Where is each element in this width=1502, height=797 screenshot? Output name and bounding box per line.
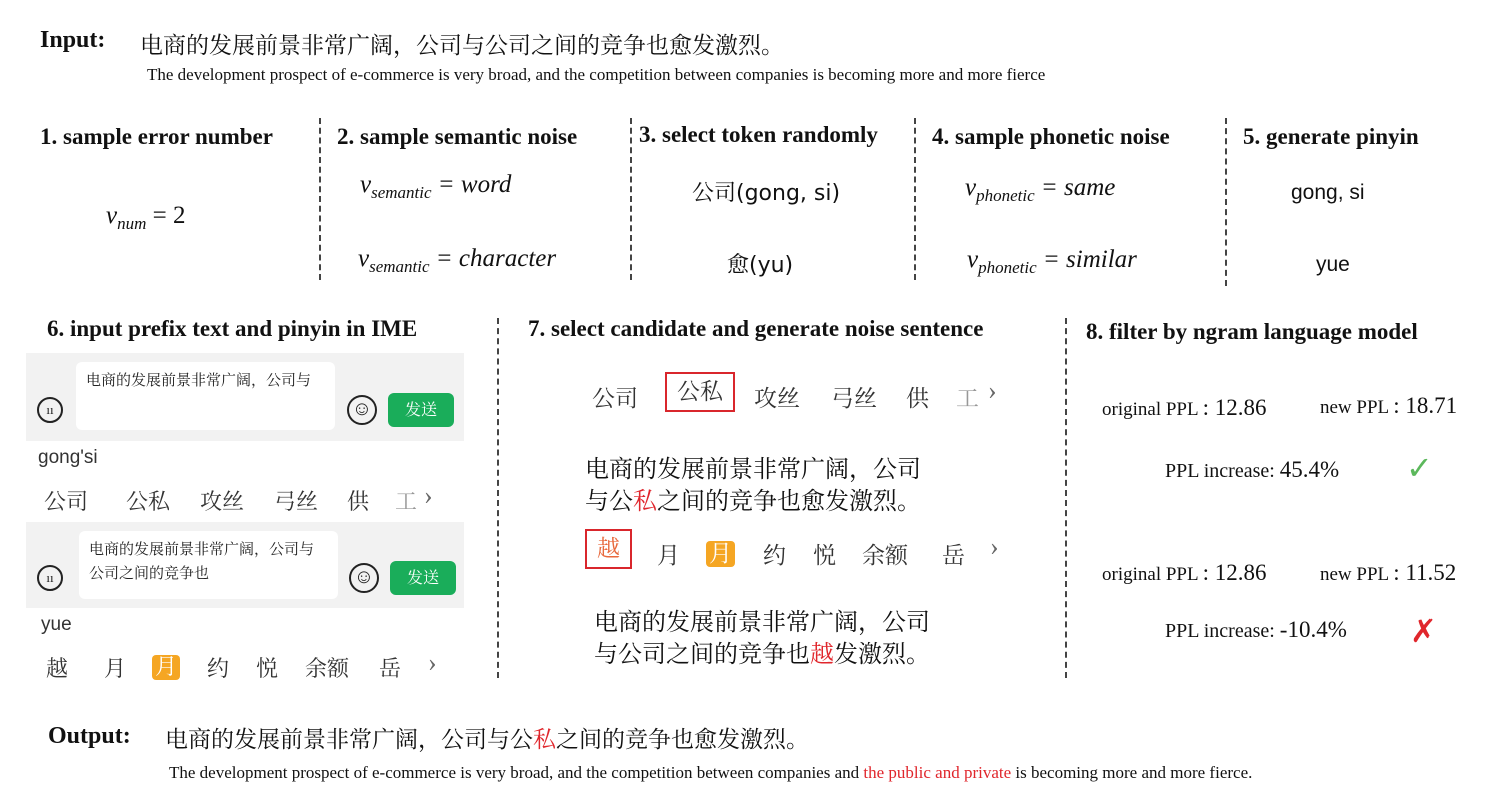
step3-token-1: 公司(gong, si): [692, 181, 841, 206]
s7-candidate[interactable]: 余额: [862, 543, 908, 569]
step2-rhs-character: = character: [435, 245, 557, 272]
step4-rhs-same: = same: [1040, 174, 1116, 201]
chevron-right-icon[interactable]: ›: [990, 532, 999, 561]
voice-input-icon[interactable]: ıı: [37, 397, 63, 423]
output-sentence-en: [169, 763, 1252, 783]
s7-candidate[interactable]: 供: [906, 386, 929, 412]
s7-s2-error: 越: [810, 640, 834, 668]
s7-noise-sentence-2-line2: [594, 634, 930, 669]
s8-new-value: : 18.71: [1393, 393, 1458, 418]
ime-pinyin-1: gong'si: [38, 447, 98, 468]
s7-candidate[interactable]: 悦: [813, 543, 836, 569]
ime-text-bubble-1[interactable]: 电商的发展前景非常广阔，公司与: [76, 362, 335, 430]
s7-candidate[interactable]: 工: [956, 386, 979, 412]
step4-var: v: [967, 246, 979, 273]
s7-candidate-chosen[interactable]: [585, 529, 632, 569]
ime-text-bubble-2[interactable]: 电商的发展前景非常广阔，公司与公司之间的竞争也: [79, 531, 338, 599]
s8-inc-value: -10.4%: [1279, 617, 1347, 642]
step4-var: v: [965, 174, 977, 201]
step2-formula-word: [360, 171, 511, 203]
s8-inc-label: PPL increase:: [1165, 460, 1275, 482]
ime-candidate[interactable]: 悦: [256, 657, 279, 682]
s8-orig-label: original PPL: [1102, 399, 1198, 420]
output-zh-post: 之间的竞争也愈发激烈。: [556, 727, 809, 753]
s8-new-label: new PPL: [1320, 397, 1389, 418]
s7-candidate[interactable]: 弓丝: [831, 386, 877, 412]
step1-formula: [106, 202, 186, 234]
divider-5: [497, 318, 499, 678]
s7-noise-sentence-1-line1: 电商的发展前景非常广阔，公司: [585, 455, 921, 483]
s7-s1-pre: 与公: [585, 487, 633, 515]
s7-noise-sentence-1-line2: [585, 481, 921, 516]
ime-candidate[interactable]: 攻丝: [200, 490, 245, 515]
s8-orig-value: : 12.86: [1202, 395, 1267, 420]
step4-title: 4. sample phonetic noise: [932, 124, 1170, 149]
step1-sub: num: [117, 214, 147, 233]
s8-row2-new: [1320, 560, 1456, 586]
ime-candidate[interactable]: 月: [104, 657, 127, 682]
step4-sub: phonetic: [976, 186, 1035, 205]
step5-title: 5. generate pinyin: [1243, 124, 1419, 149]
s8-new-label: new PPL: [1320, 564, 1389, 585]
s7-candidate[interactable]: 约: [763, 543, 786, 569]
s7-s1-post: 之间的竞争也愈发激烈。: [657, 487, 921, 515]
step2-title: 2. sample semantic noise: [337, 124, 578, 149]
s7-s1-error: 私: [633, 487, 657, 515]
ime-candidate[interactable]: 弓丝: [274, 490, 319, 515]
step6-title: 6. input prefix text and pinyin in IME: [47, 316, 418, 341]
step4-formula-same: [965, 174, 1115, 206]
step4-sub: phonetic: [978, 258, 1037, 277]
chevron-right-icon[interactable]: ›: [988, 376, 997, 405]
s8-row2-increase: [1165, 617, 1347, 643]
s8-row1-new: [1320, 393, 1457, 419]
output-zh-pre: 电商的发展前景非常广阔，公司与公: [165, 727, 533, 753]
cross-icon: ✗: [1410, 612, 1437, 650]
check-icon: ✓: [1406, 449, 1433, 487]
step7-title: 7. select candidate and generate noise sentence: [528, 316, 984, 341]
output-en-error: the public and private: [863, 763, 1012, 782]
output-sentence-zh: [165, 721, 809, 754]
step2-var: v: [358, 245, 370, 272]
s7-s2-post: 发激烈。: [834, 640, 930, 668]
chevron-right-icon[interactable]: ›: [428, 648, 437, 677]
s8-row2-original: [1102, 560, 1267, 586]
step2-var: v: [360, 171, 372, 198]
s7-s2-pre: 与公司之间的竞争也: [594, 640, 810, 668]
voice-input-icon[interactable]: ıı: [37, 565, 63, 591]
send-button[interactable]: 发送: [388, 393, 454, 427]
input-sentence-en: The development prospect of e-commerce is very broad, and the competition between companies is becoming more and more fierce: [147, 65, 1046, 84]
s8-row1-increase: [1165, 457, 1339, 483]
ime-candidate[interactable]: 公私: [126, 490, 171, 515]
s8-new-value: : 11.52: [1393, 560, 1457, 585]
output-label: Output:: [48, 723, 131, 749]
s8-inc-label: PPL increase:: [1165, 620, 1275, 642]
s7-candidate-chosen[interactable]: [665, 372, 735, 412]
s7-candidate-chosen-label-2: 越: [585, 529, 632, 569]
divider-4: [1225, 118, 1227, 286]
emoji-icon[interactable]: ☺: [349, 563, 379, 593]
s7-candidate[interactable]: 岳: [942, 543, 965, 569]
output-en-post: is becoming more and more fierce.: [1011, 763, 1253, 782]
step5-pinyin-1: gong, si: [1291, 181, 1365, 204]
ime-candidate-highlight[interactable]: [152, 650, 180, 681]
step4-rhs-similar: = similar: [1042, 246, 1137, 273]
step1-rhs: = 2: [152, 202, 186, 229]
step1-var: v: [106, 202, 118, 229]
ime-candidate-selected[interactable]: 越: [46, 657, 69, 682]
divider-6: [1065, 318, 1067, 678]
ime-candidate[interactable]: 约: [207, 657, 230, 682]
divider-3: [914, 118, 916, 280]
step5-pinyin-2: yue: [1316, 253, 1350, 276]
s7-noise-sentence-2-line1: 电商的发展前景非常广阔，公司: [594, 608, 930, 636]
s7-candidate-highlight-label: 月: [706, 541, 735, 567]
ime-candidate[interactable]: 岳: [379, 657, 402, 682]
step2-rhs-word: = word: [437, 171, 512, 198]
step4-formula-similar: [967, 246, 1137, 278]
send-button[interactable]: 发送: [390, 561, 456, 595]
output-zh-error: 私: [533, 727, 556, 753]
step2-sub: semantic: [369, 257, 430, 276]
ime-candidate-highlight-label: 月: [152, 655, 180, 680]
step3-title: 3. select token randomly: [639, 122, 878, 147]
step3-token-2: 愈(yu): [727, 253, 794, 278]
ime-candidate[interactable]: 工: [395, 490, 418, 515]
output-en-pre: The development prospect of e-commerce is very broad, and the competition between companies and: [169, 763, 864, 782]
ime-candidate-selected[interactable]: 公司: [44, 490, 89, 515]
divider-2: [630, 118, 632, 280]
s7-candidate[interactable]: 攻丝: [754, 386, 800, 412]
ime-candidate[interactable]: 余额: [305, 657, 350, 682]
s7-candidate-chosen-label: 公私: [665, 372, 735, 412]
chevron-right-icon[interactable]: ›: [424, 481, 433, 510]
step8-title: 8. filter by ngram language model: [1086, 319, 1418, 344]
step2-sub: semantic: [371, 183, 432, 202]
ime-candidate[interactable]: 供: [347, 490, 370, 515]
s7-candidate[interactable]: 月: [657, 543, 680, 569]
s8-row1-original: [1102, 395, 1267, 421]
step1-title: 1. sample error number: [40, 124, 273, 149]
s8-orig-value: : 12.86: [1202, 560, 1267, 585]
s8-orig-label: original PPL: [1102, 564, 1198, 585]
divider-1: [319, 118, 321, 280]
emoji-icon[interactable]: ☺: [347, 395, 377, 425]
s7-candidate-highlight[interactable]: [706, 535, 735, 568]
s7-candidate-selected[interactable]: 公司: [592, 386, 638, 412]
input-label: Input:: [40, 27, 106, 53]
input-sentence-zh: 电商的发展前景非常广阔，公司与公司之间的竞争也愈发激烈。: [140, 33, 784, 59]
step2-formula-character: [358, 245, 556, 277]
s8-inc-value: 45.4%: [1279, 457, 1340, 482]
ime-pinyin-2: yue: [41, 614, 72, 635]
